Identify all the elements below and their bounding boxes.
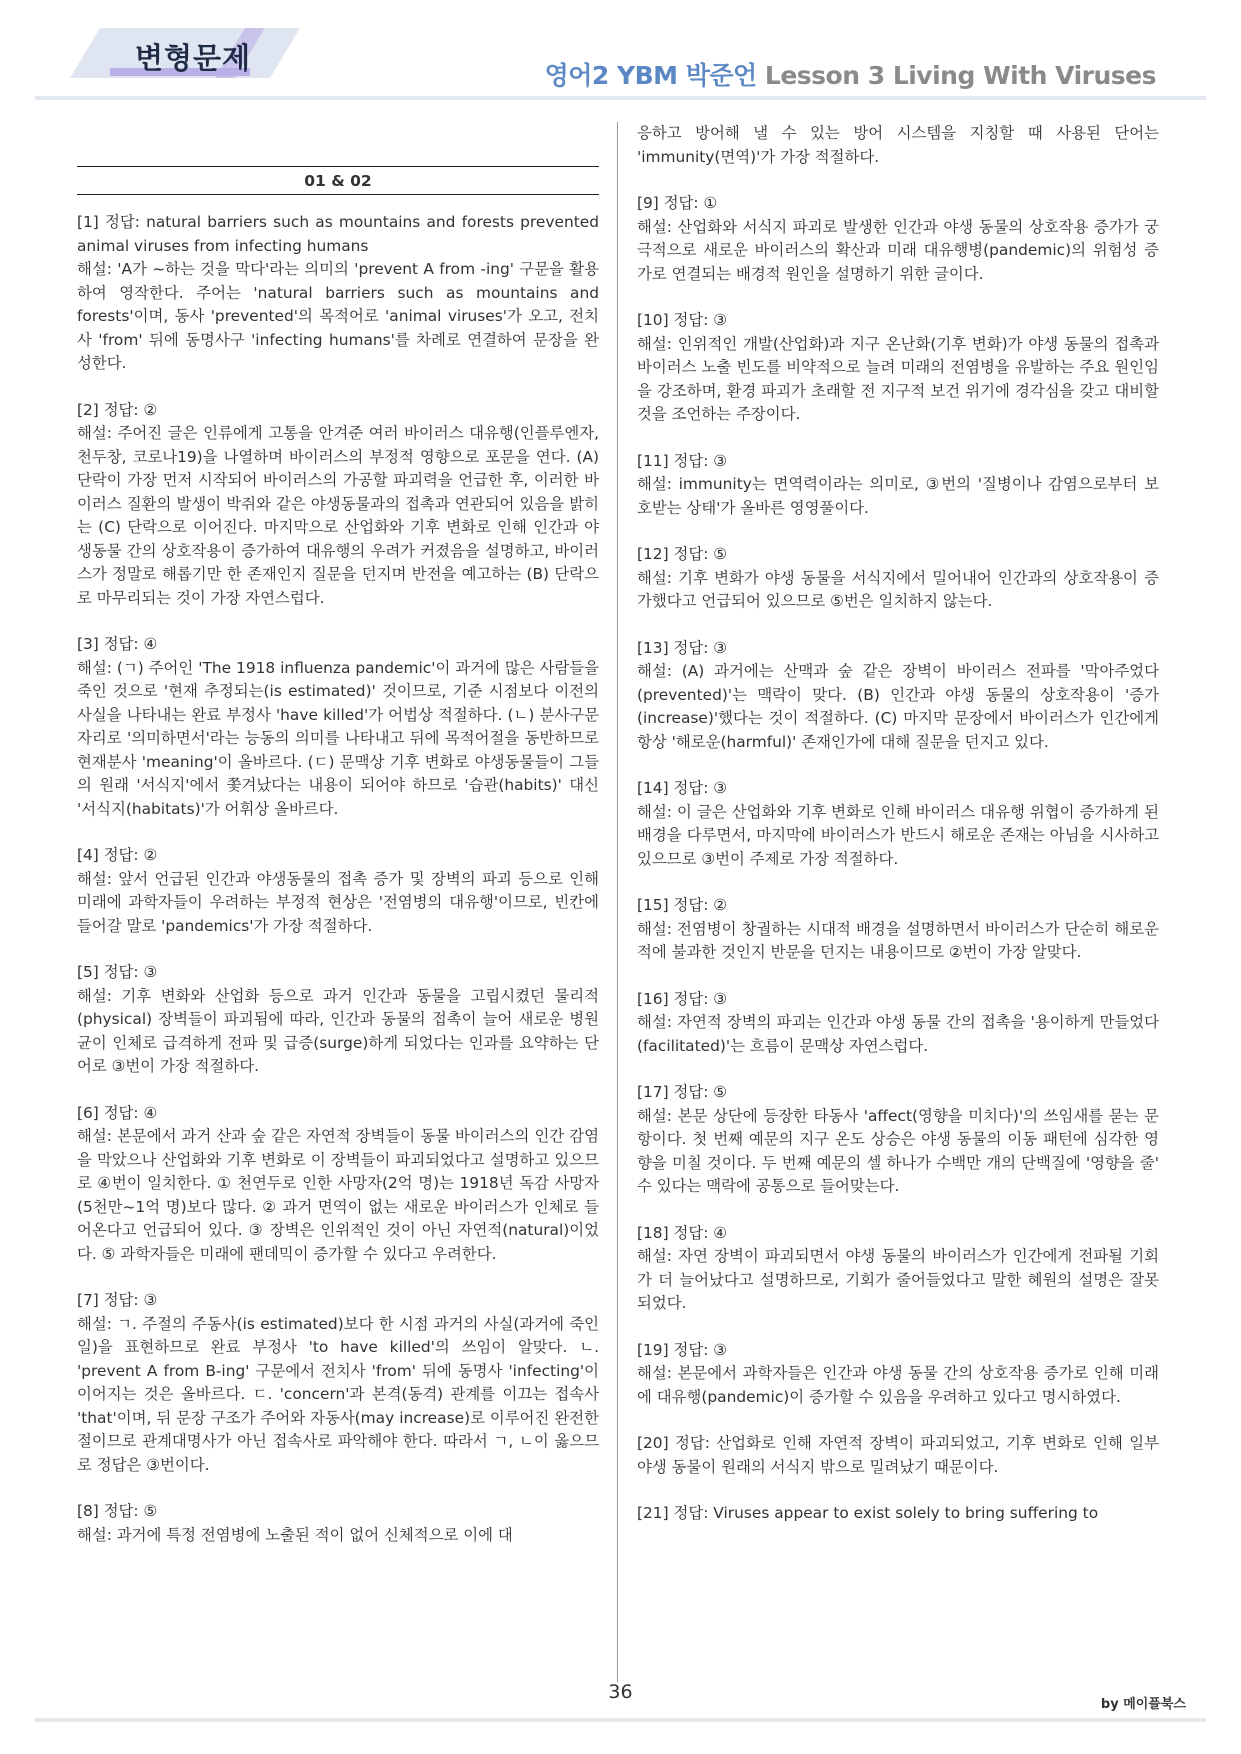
explanation-text: 해설: 기후 변화가 야생 동물을 서식지에서 밀어내어 인간과의 상호작용이 증가했다고 언급되어 있으므로 ⑤번은 일치하지 않는다. bbox=[637, 568, 1159, 610]
answer-item bbox=[637, 1222, 1159, 1316]
answer-item bbox=[637, 1432, 1159, 1479]
answer-item bbox=[637, 637, 1159, 755]
publisher-credit: by 메이플북스 bbox=[1100, 1697, 1186, 1712]
footer-rule bbox=[35, 1718, 1206, 1722]
answer-item bbox=[77, 844, 599, 938]
answer-item bbox=[77, 211, 599, 376]
answer-item bbox=[77, 1500, 599, 1547]
answer-item bbox=[637, 1081, 1159, 1199]
answer-line: [15] 정답: ② bbox=[637, 896, 728, 914]
answer-item bbox=[637, 450, 1159, 521]
answer-line: [14] 정답: ③ bbox=[637, 779, 728, 797]
answer-line: [1] 정답: natural barriers such as mountains and forests prevented animal viruses from infecting humans bbox=[77, 213, 599, 255]
header-title bbox=[545, 56, 1156, 92]
left-answer-list bbox=[77, 211, 599, 1547]
explanation-text: 해설: 주어진 글은 인류에게 고통을 안겨준 여러 바이러스 대유행(인플루엔자, 천두창, 코로나19)을 나열하며 바이러스의 부정적 영향으로 포문을 연다. (A) 단락이 가장 먼저 시작되어 바이러스의 가공할 파괴력을 언급한 후, 이러한 바이러스 질환의 발생이 박쥐와 같은 야생동물과의 접촉과 연관되어 있음을 밝히는 (C) 단락으로 이어진다. 마지막으로 산업화와 기후 변화로 인해 인간과 야생동물 간의 상호작용이 증가하여 대유행의 우려가 커졌음을 설명하고, 바이러스가 정말로 해롭기만 한 존재인지 질문을 던지며 반전을 예고하는 (B) 단락으로 마무리되는 것이 가장 자연스럽다. bbox=[77, 424, 599, 607]
header-tag: 변형문제 bbox=[135, 41, 252, 75]
explanation-text: 해설: ㄱ. 주절의 주동사(is estimated)보다 한 시점 과거의 사실(과거에 죽인 일)을 표현하므로 완료 부정사 'to have killed'의 쓰임이 알맞다. ㄴ. 'prevent A from B-ing' 구문에서 전치사 'from' 뒤에 동명사 'infecting'이 이어지는 것은 올바르다. ㄷ. 'concern'과 본격(동격) 관계를 이끄는 접속사 'that'이며, 뒤 문장 구조가 주어와 자동사(may increase)로 이루어진 완전한 절이므로 관계대명사가 아닌 접속사로 파악해야 한다. 따라서 ㄱ, ㄴ이 옳으므로 정답은 ③번이다. bbox=[77, 1314, 599, 1474]
explanation-text: 해설: 기후 변화와 산업화 등으로 과거 인간과 동물을 고립시켰던 물리적(physical) 장벽들이 파괴됨에 따라, 인간과 동물의 접촉이 늘어 새로운 병원균이 인체로 급격하게 전파 및 급증(surge)하게 되었다는 인과를 요약하는 단어로 ③번이 가장 적절하다. bbox=[77, 986, 599, 1075]
explanation-text: 해설: 본문에서 과학자들은 인간과 야생 동물 간의 상호작용 증가로 인해 미래에 대유행(pandemic)이 증가할 수 있음을 우려하고 있다고 명시하였다. bbox=[637, 1364, 1159, 1406]
answer-item bbox=[637, 543, 1159, 614]
answer-line: [8] 정답: ⑤ bbox=[77, 1502, 158, 1520]
answer-line: [13] 정답: ③ bbox=[637, 638, 728, 657]
explanation-text: 해설: 이 글은 산업화와 기후 변화로 인해 바이러스 대유행 위협이 증가하게 된 배경을 다루면서, 마지막에 바이러스가 반드시 해로운 존재는 아님을 시사하고 있으므로 ③번이 주제로 가장 적절하다. bbox=[637, 802, 1159, 868]
answer-item bbox=[77, 633, 599, 821]
answer-line: [11] 정답: ③ bbox=[637, 451, 728, 470]
header-title-korean: 영어2 YBM 박준언 bbox=[544, 61, 757, 90]
answer-item bbox=[77, 1289, 599, 1477]
left-column bbox=[77, 122, 599, 1570]
right-answer-list bbox=[637, 192, 1159, 1526]
answer-item bbox=[637, 309, 1159, 427]
explanation-text: 해설: immunity는 면역력이라는 의미로, ③번의 '질병이나 감염으로부터 보호받는 상태'가 올바른 영영풀이다. bbox=[637, 475, 1159, 517]
column-divider bbox=[617, 122, 618, 1682]
explanation-text: 해설: 본문 상단에 등장한 타동사 'affect(영향을 미치다)'의 쓰임새를 묻는 문항이다. 첫 번째 예문의 지구 온도 상승은 야생 동물의 이동 패턴에 심각한 영향을 미칠 것이다. 두 번째 예문의 셀 하나가 수백만 개의 단백질에 '영향을 줄' 수 있다는 맥락에 공통으로 들어맞는다. bbox=[637, 1106, 1159, 1195]
answer-line: [19] 정답: ③ bbox=[637, 1340, 728, 1359]
answer-line: [17] 정답: ⑤ bbox=[637, 1083, 728, 1101]
explanation-text: 해설: (ㄱ) 주어인 'The 1918 influenza pandemic'이 과거에 많은 사람들을 죽인 것으로 '현재 추정되는(is estimated)' 것이므로, 기준 시점보다 이전의 사실을 나타내는 완료 부정사 'have killed'가 어법상 적절하다. (ㄴ) 분사구문 자리로 '의미하면서'라는 능동의 의미를 나타내고 뒤에 목적어절을 동반하므로 현재분사 'meaning'이 올바르다. (ㄷ) 문맥상 기후 변화로 야생동물들이 그들의 원래 '서식지'에서 쫓겨났다는 내용이 되어야 하므로 '습관(habits)' 대신 '서식지(habitats)'가 어휘상 올바르다. bbox=[77, 658, 599, 818]
right-column bbox=[637, 122, 1159, 1549]
continued-explanation: 응하고 방어해 낼 수 있는 방어 시스템을 지칭할 때 사용된 단어는 'immunity(면역)'가 가장 적절하다. bbox=[637, 124, 1159, 166]
explanation-text: 해설: 앞서 언급된 인간과 야생동물의 접촉 증가 및 장벽의 파괴 등으로 인해 미래에 과학자들이 우려하는 부정적 현상은 '전염병의 대유행'이므로, 빈칸에 들어갈 말로 'pandemics'가 가장 적절하다. bbox=[77, 869, 599, 935]
answer-item bbox=[637, 894, 1159, 965]
answer-line: [12] 정답: ⑤ bbox=[637, 545, 728, 563]
answer-line: [6] 정답: ④ bbox=[77, 1103, 158, 1122]
explanation-text: 해설: 자연 장벽이 파괴되면서 야생 동물의 바이러스가 인간에게 전파될 기회가 더 늘어났다고 설명하므로, 기회가 줄어들었다고 말한 혜원의 설명은 잘못되었다. bbox=[637, 1247, 1159, 1312]
answer-line: [2] 정답: ② bbox=[77, 400, 158, 419]
answer-line: [18] 정답: ④ bbox=[637, 1223, 728, 1242]
answer-line: [5] 정답: ③ bbox=[77, 963, 158, 981]
answer-item bbox=[77, 399, 599, 611]
header-title-lesson: Lesson 3 Living With Viruses bbox=[764, 61, 1156, 90]
explanation-text: 해설: 전염병이 창궐하는 시대적 배경을 설명하면서 바이러스가 단순히 해로운 적에 불과한 것인지 반문을 던지는 내용이므로 ②번이 가장 알맞다. bbox=[637, 919, 1159, 961]
explanation-text: 해설: (A) 과거에는 산맥과 숲 같은 장벽이 바이러스 전파를 '막아주었다(prevented)'는 맥락이 맞다. (B) 인간과 야생 동물의 상호작용이 '증가(increase)'했다는 것이 적절하다. (C) 마지막 문장에서 바이러스가 인간에게 항상 '해로운(harmful)' 존재인가에 대해 질문을 던지고 있다. bbox=[637, 662, 1159, 751]
answer-line: [10] 정답: ③ bbox=[637, 311, 728, 329]
explanation-text: 해설: 본문에서 과거 산과 숲 같은 자연적 장벽들이 동물 바이러스의 인간 감염을 막았으나 산업화와 기후 변화로 이 장벽들이 파괴되었다고 설명하고 있으므로 ④번이 일치한다. ① 천연두로 인한 사망자(2억 명)는 1918년 독감 사망자(5천만~1억 명)보다 많다. ② 과거 면역이 없는 새로운 바이러스가 인체로 들어온다고 언급되어 있다. ③ 장벽은 인위적인 것이 아닌 자연적(natural)이었다. ⑤ 과학자들은 미래에 팬데믹이 증가할 수 있다고 우려한다. bbox=[77, 1127, 599, 1263]
explanation-text: 해설: 산업화와 서식지 파괴로 발생한 인간과 야생 동물의 상호작용 증가가 궁극적으로 새로운 바이러스의 확산과 미래 대유행병(pandemic)의 위험성 증가로 연결되는 배경적 원인을 설명하기 위한 글이다. bbox=[637, 217, 1159, 283]
answer-line: [21] 정답: Viruses appear to exist solely to bring suffering to bbox=[637, 1504, 1099, 1522]
explanation-text: 해설: 'A가 ~하는 것을 막다'라는 의미의 'prevent A from -ing' 구문을 활용하여 영작한다. 주어는 'natural barriers such as mountains and forests'이며, 동사 'prevented'의 목적어로 'animal viruses'가 오고, 전치사 'from' 뒤에 동명사구 'infecting humans'를 차례로 연결하여 문장을 완성한다. bbox=[77, 260, 599, 372]
answer-line: [9] 정답: ① bbox=[637, 194, 718, 212]
answer-line: [4] 정답: ② bbox=[77, 846, 158, 864]
page-number: 36 bbox=[608, 1681, 633, 1703]
answer-item bbox=[77, 961, 599, 1079]
explanation-text: 해설: 인위적인 개발(산업화)과 지구 온난화(기후 변화)가 야생 동물의 접촉과 바이러스 노출 빈도를 비약적으로 늘려 미래의 전염병을 유발하는 주요 원인임을 강조하며, 환경 파괴가 초래할 전 지구적 보건 위기에 경각심을 갖고 대비할 것을 조언하는 주장이다. bbox=[637, 334, 1159, 423]
explanation-text: 해설: 자연적 장벽의 파괴는 인간과 야생 동물 간의 접촉을 '용이하게 만들었다(facilitated)'는 흐름이 문맥상 자연스럽다. bbox=[637, 1013, 1159, 1055]
header-rule bbox=[35, 96, 1206, 100]
answer-line: [16] 정답: ③ bbox=[637, 989, 728, 1008]
answer-line: [3] 정답: ④ bbox=[77, 635, 158, 653]
answer-line: [20] 정답: 산업화로 인해 자연적 장벽이 파괴되었고, 기후 변화로 인해 일부 야생 동물이 원래의 서식지 밖으로 밀려났기 때문이다. bbox=[637, 1434, 1159, 1476]
explanation-text: 해설: 과거에 특정 전염병에 노출된 적이 없어 신체적으로 이에 대 bbox=[77, 1525, 513, 1544]
answer-item bbox=[637, 1502, 1159, 1526]
section-heading: 01 & 02 bbox=[77, 166, 599, 195]
answer-item bbox=[637, 192, 1159, 286]
answer-item bbox=[77, 1102, 599, 1267]
answer-item bbox=[637, 777, 1159, 871]
answer-line: [7] 정답: ③ bbox=[77, 1291, 158, 1309]
answer-item bbox=[637, 988, 1159, 1059]
answer-item bbox=[637, 1339, 1159, 1410]
